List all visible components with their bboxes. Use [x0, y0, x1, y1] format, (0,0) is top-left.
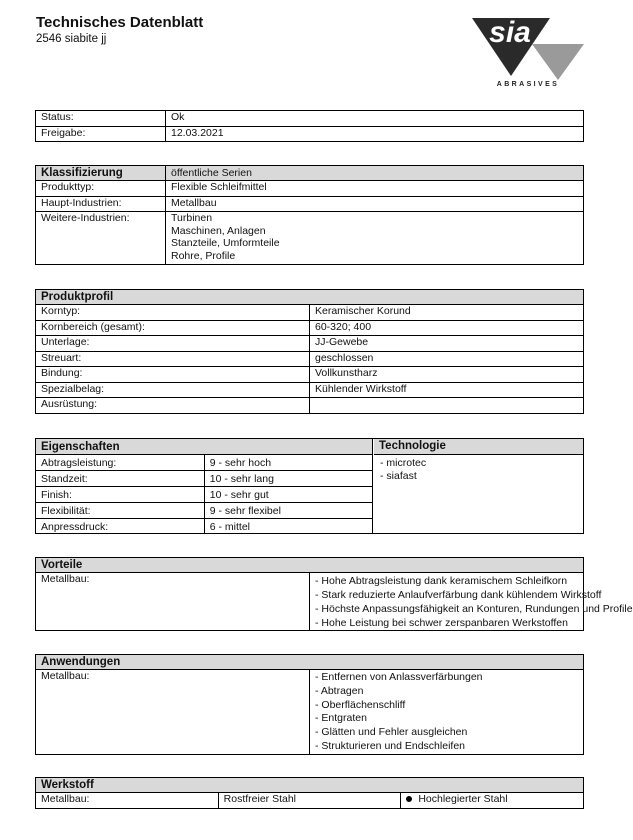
- standzeit-label: Standzeit:: [36, 471, 204, 487]
- abtragsleistung-value: 9 - sehr hoch: [204, 455, 372, 471]
- produkttyp-label: Produkttyp:: [36, 181, 166, 197]
- werkstoff-label: Metallbau:: [36, 793, 219, 809]
- werkstoff-heading: Werkstoff: [36, 778, 584, 793]
- list-item: - Entfernen von Anlassverfärbungen: [315, 671, 483, 683]
- anpressdruck-value: 6 - mittel: [204, 519, 372, 535]
- table-row: [36, 398, 584, 414]
- product-subtitle: 2546 siabite jj: [36, 33, 107, 45]
- technologie-panel: [374, 439, 583, 533]
- streuart-label: Streuart:: [36, 351, 310, 367]
- produktprofil-heading: Produktprofil: [36, 290, 584, 305]
- anwendungen-table: [35, 654, 584, 755]
- list-item: Rohre, Profile: [171, 250, 236, 263]
- table-row: [36, 487, 373, 503]
- list-item: Turbinen: [171, 212, 213, 224]
- finish-label: Finish:: [36, 487, 204, 503]
- streuart-value: geschlossen: [310, 351, 584, 367]
- status-row: [36, 111, 584, 127]
- eigenschaften-table: [36, 439, 373, 534]
- vorteile-table: [35, 557, 633, 631]
- list-item: - Strukturieren und Endschleifen: [315, 739, 465, 752]
- weitere-industrien-values: [166, 212, 584, 265]
- bindung-value: Vollkunstharz: [310, 367, 584, 383]
- eigenschaften-block: [35, 438, 584, 534]
- flexibilitaet-value: 9 - sehr flexibel: [204, 503, 372, 519]
- technologie-heading: Technologie: [374, 439, 583, 455]
- logo-grey-triangle: [532, 44, 584, 80]
- table-row: [36, 793, 584, 809]
- werkstoff-value-2-cell: [401, 793, 584, 809]
- list-item: - Höchste Anpassungsfähigkeit an Konturen, Rundungen und Profile: [315, 603, 633, 615]
- status-table: [35, 110, 584, 142]
- ausruestung-value: [310, 398, 584, 414]
- korntyp-value: Keramischer Korund: [310, 305, 584, 321]
- eigenschaften-heading: Eigenschaften: [36, 439, 373, 455]
- abtragsleistung-label: Abtragsleistung:: [36, 455, 204, 471]
- unterlage-label: Unterlage:: [36, 336, 310, 352]
- table-row: [36, 573, 584, 631]
- list-item: - Hohe Leistung bei schwer zerspanbaren Werkstoffen: [315, 617, 568, 629]
- bindung-label: Bindung:: [36, 367, 310, 383]
- list-item: - Stark reduzierte Anlaufverfärbung dank kühlendem Wirkstoff: [315, 589, 602, 601]
- klassifizierung-heading: Klassifizierung: [36, 166, 166, 181]
- unterlage-value: JJ-Gewebe: [310, 336, 584, 352]
- table-row: [36, 519, 373, 535]
- anwendungen-label: Metallbau:: [36, 670, 310, 755]
- vorteile-label: Metallbau:: [36, 573, 310, 631]
- spezialbelag-value: Kühlender Wirkstoff: [310, 382, 584, 398]
- vorteile-heading: Vorteile: [36, 558, 584, 573]
- table-row: [36, 455, 373, 471]
- haupt-industrien-label: Haupt-Industrien:: [36, 196, 166, 212]
- table-row: [36, 320, 584, 336]
- freigabe-value: 12.03.2021: [166, 126, 584, 142]
- ausruestung-label: Ausrüstung:: [36, 398, 310, 414]
- list-item: - Abtragen: [315, 684, 364, 697]
- anwendungen-values: [310, 670, 584, 755]
- table-row: [36, 670, 584, 755]
- flexibilitaet-label: Flexibilität:: [36, 503, 204, 519]
- haupt-industrien-value: Metallbau: [166, 196, 584, 212]
- table-row: [36, 196, 584, 212]
- werkstoff-value-2: Hochlegierter Stahl: [418, 793, 508, 805]
- korntyp-label: Korntyp:: [36, 305, 310, 321]
- list-item: Stanzteile, Umformteile: [171, 237, 280, 250]
- list-item: - siafast: [380, 469, 417, 482]
- table-row: [36, 336, 584, 352]
- list-item: Maschinen, Anlagen: [171, 224, 266, 237]
- status-value: Ok: [166, 111, 584, 127]
- standzeit-value: 10 - sehr lang: [204, 471, 372, 487]
- list-item: - microtec: [380, 457, 427, 469]
- produkttyp-value: Flexible Schleifmittel: [166, 181, 584, 197]
- spezialbelag-label: Spezialbelag:: [36, 382, 310, 398]
- sia-logo: [470, 18, 586, 88]
- page-title: Technisches Datenblatt: [36, 14, 204, 31]
- list-item: - Hohe Abtragsleistung dank keramischem Schleifkorn: [315, 575, 568, 587]
- list-item: - Entgraten: [315, 712, 367, 725]
- list-item: - Oberflächenschliff: [315, 698, 406, 711]
- anpressdruck-label: Anpressdruck:: [36, 519, 204, 535]
- bullet-icon: [406, 796, 412, 802]
- table-row: [36, 367, 584, 383]
- klassifizierung-heading-value: öffentliche Serien: [166, 166, 584, 181]
- table-row: [36, 471, 373, 487]
- list-item: - Glätten und Fehler ausgleichen: [315, 726, 468, 739]
- freigabe-label: Freigabe:: [36, 126, 166, 142]
- table-row: [36, 351, 584, 367]
- produktprofil-table: [35, 289, 584, 414]
- kornbereich-value: 60-320; 400: [310, 320, 584, 336]
- logo-subtext: ABRASIVES: [496, 81, 560, 88]
- vorteile-values: [310, 573, 633, 631]
- werkstoff-table: [35, 777, 584, 809]
- werkstoff-value-1: Rostfreier Stahl: [218, 793, 401, 809]
- finish-value: 10 - sehr gut: [204, 487, 372, 503]
- kornbereich-label: Kornbereich (gesamt):: [36, 320, 310, 336]
- klassifizierung-table: [35, 165, 584, 265]
- status-label: Status:: [36, 111, 166, 127]
- freigabe-row: [36, 126, 584, 142]
- table-row: [36, 382, 584, 398]
- weitere-industrien-label: Weitere-Industrien:: [36, 212, 166, 265]
- table-row: [36, 212, 584, 265]
- anwendungen-heading: Anwendungen: [36, 655, 584, 670]
- table-row: [36, 305, 584, 321]
- table-row: [36, 503, 373, 519]
- table-row: [36, 181, 584, 197]
- logo-text: sia: [489, 16, 531, 49]
